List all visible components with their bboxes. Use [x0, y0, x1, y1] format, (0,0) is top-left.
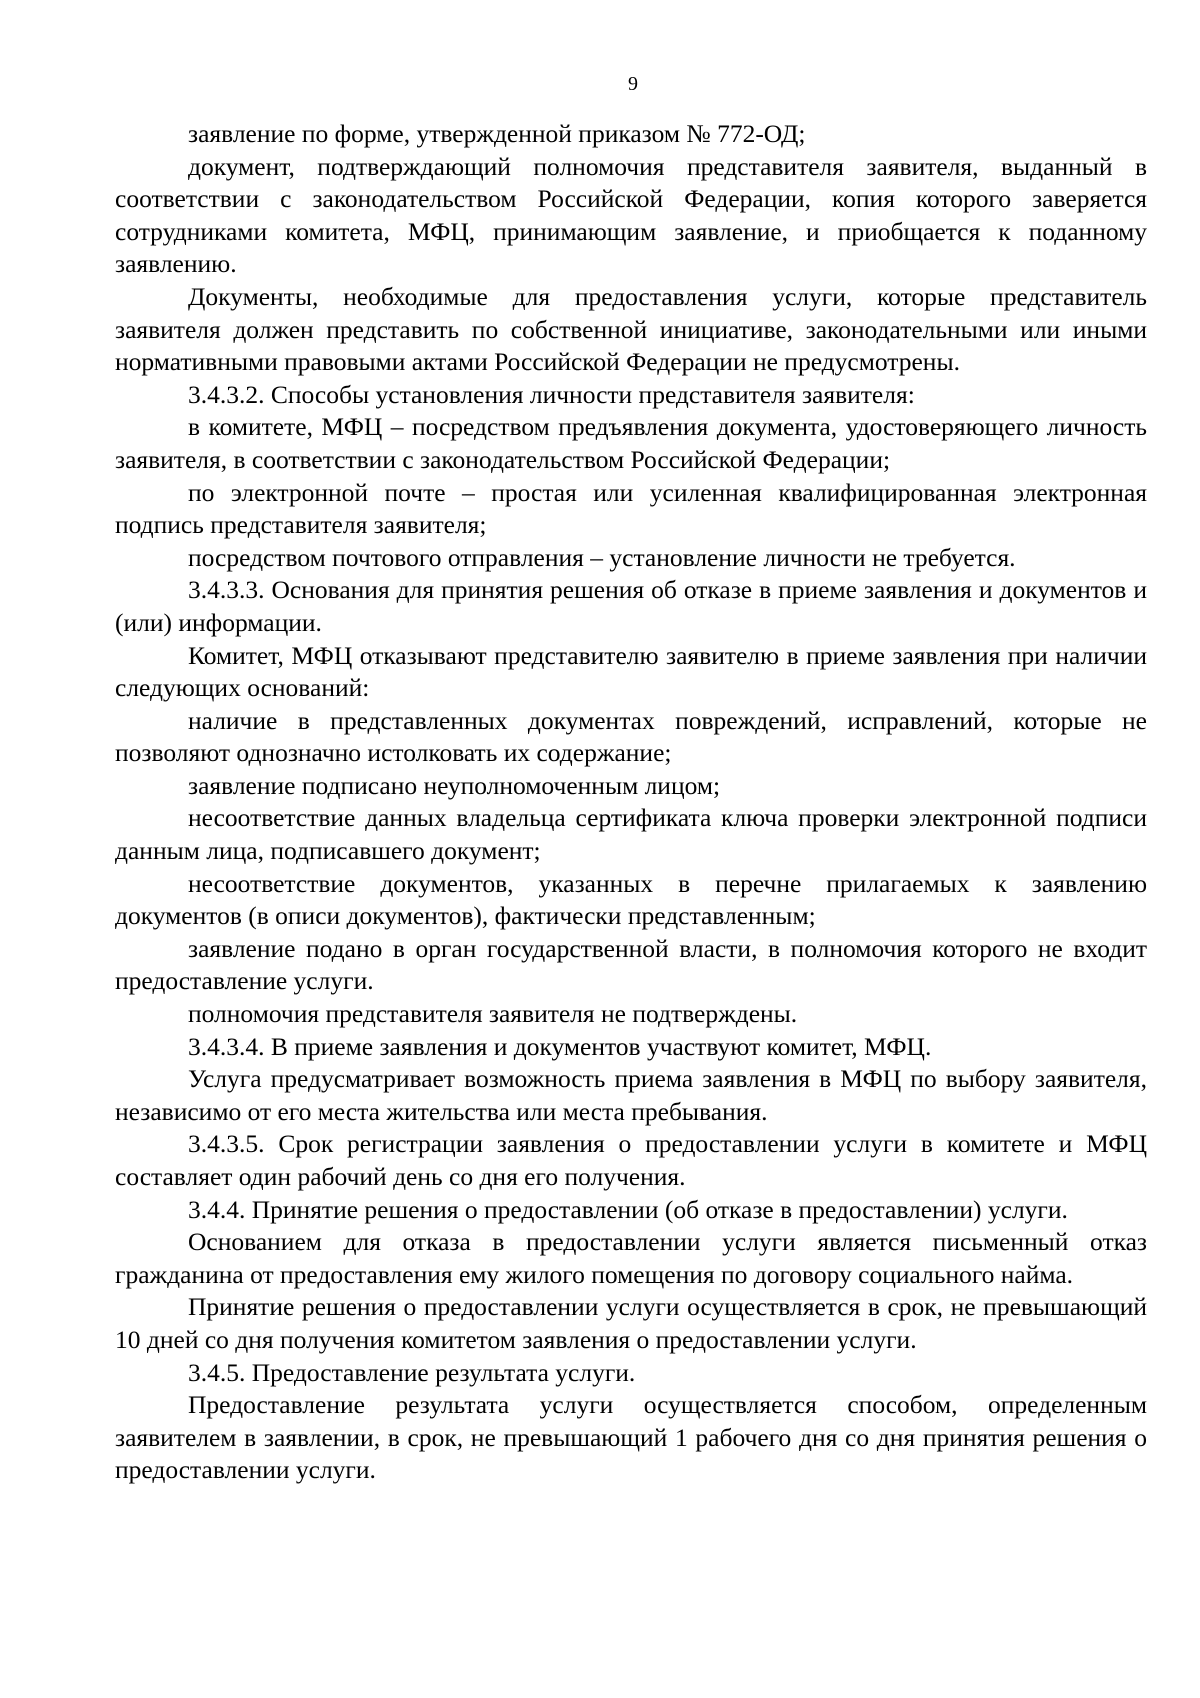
- section-3-4-4-heading: 3.4.4. Принятие решения о предоставлении (об отказе в предоставлении) услуги.: [188, 1194, 1068, 1224]
- paragraph-refusal-damaged-documents: наличие в представленных документах повреждений, исправлений, которые не позволяют однозначно истолковать их содержание;: [115, 705, 1147, 768]
- document-body: [115, 118, 1147, 1487]
- paragraph-identity-by-email: по электронной почте – простая или усиленная квалифицированная электронная подпись представителя заявителя;: [115, 477, 1147, 540]
- section-3-4-3-4-heading: 3.4.3.4. В приеме заявления и документов участвуют комитет, МФЦ.: [188, 1031, 932, 1061]
- paragraph-result-delivery: Предоставление результата услуги осуществляется способом, определенным заявителем в заявлении, в срок, не превышающий 1 рабочего дня со дня принятия решения о предоставлении услуги.: [115, 1390, 1147, 1485]
- paragraph-identity-by-post: посредством почтового отправления – установление личности не требуется.: [188, 542, 1016, 572]
- section-3-4-3-2-heading: 3.4.3.2. Способы установления личности представителя заявителя:: [188, 379, 915, 409]
- page-number: 9: [628, 73, 638, 95]
- section-3-4-3-3-heading: 3.4.3.3. Основания для принятия решения об отказе в приеме заявления и документов и (или) информации.: [115, 575, 1147, 637]
- paragraph-refusal-certificate-mismatch: несоответствие данных владельца сертификата ключа проверки электронной подписи данным лица, подписавшего документ;: [115, 803, 1147, 866]
- paragraph-refusal-authority-not-confirmed: полномочия представителя заявителя не подтверждены.: [188, 999, 798, 1029]
- section-3-4-3-5-registration-term: 3.4.3.5. Срок регистрации заявления о предоставлении услуги в комитете и МФЦ составляет один рабочий день со дня его получения.: [115, 1129, 1147, 1191]
- paragraph-application-form: заявление по форме, утвержденной приказом № 772-ОД;: [188, 119, 806, 148]
- paragraph-mfc-option: Услуга предусматривает возможность приема заявления в МФЦ по выбору заявителя, независимо от его места жительства или места пребывания.: [115, 1064, 1147, 1126]
- section-3-4-5-heading: 3.4.5. Предоставление результата услуги.: [188, 1357, 636, 1387]
- paragraph-own-initiative-documents: Документы, необходимые для предоставления услуги, которые представитель заявителя должен представить по собственной инициативе, законодательными или иными нормативными правовыми актами Российской Федерации не предусмотрены.: [115, 281, 1147, 377]
- paragraph-refusal-documents-mismatch: несоответствие документов, указанных в перечне прилагаемых к заявлению документов (в описи документов), фактически представленным;: [115, 868, 1147, 931]
- paragraph-refusal-basis: Основанием для отказа в предоставлении услуги является письменный отказ гражданина от предоставления ему жилого помещения по договору социального найма.: [115, 1227, 1147, 1289]
- paragraph-identity-in-committee: в комитете, МФЦ – посредством предъявления документа, удостоверяющего личность заявителя, в соответствии с законодательством Российской Федерации;: [115, 412, 1147, 474]
- paragraph-refusal-unauthorized-signer: заявление подписано неуполномоченным лицом;: [188, 770, 721, 800]
- paragraph-refusal-wrong-authority: заявление подано в орган государственной власти, в полномочия которого не входит предоставление услуги.: [115, 933, 1147, 996]
- paragraph-decision-term: Принятие решения о предоставлении услуги осуществляется в срок, не превышающий 10 дней со дня получения комитетом заявления о предоставлении услуги.: [115, 1292, 1147, 1354]
- paragraph-representative-authority-document: документ, подтверждающий полномочия представителя заявителя, выданный в соответствии с законодательством Российской Федерации, копия которого заверяется сотрудниками комитета, МФЦ, принимающим заявление, и приобщается к поданному заявлению.: [115, 151, 1147, 279]
- paragraph-refusal-grounds-intro: Комитет, МФЦ отказывают представителю заявителю в приеме заявления при наличии следующих оснований:: [115, 640, 1147, 703]
